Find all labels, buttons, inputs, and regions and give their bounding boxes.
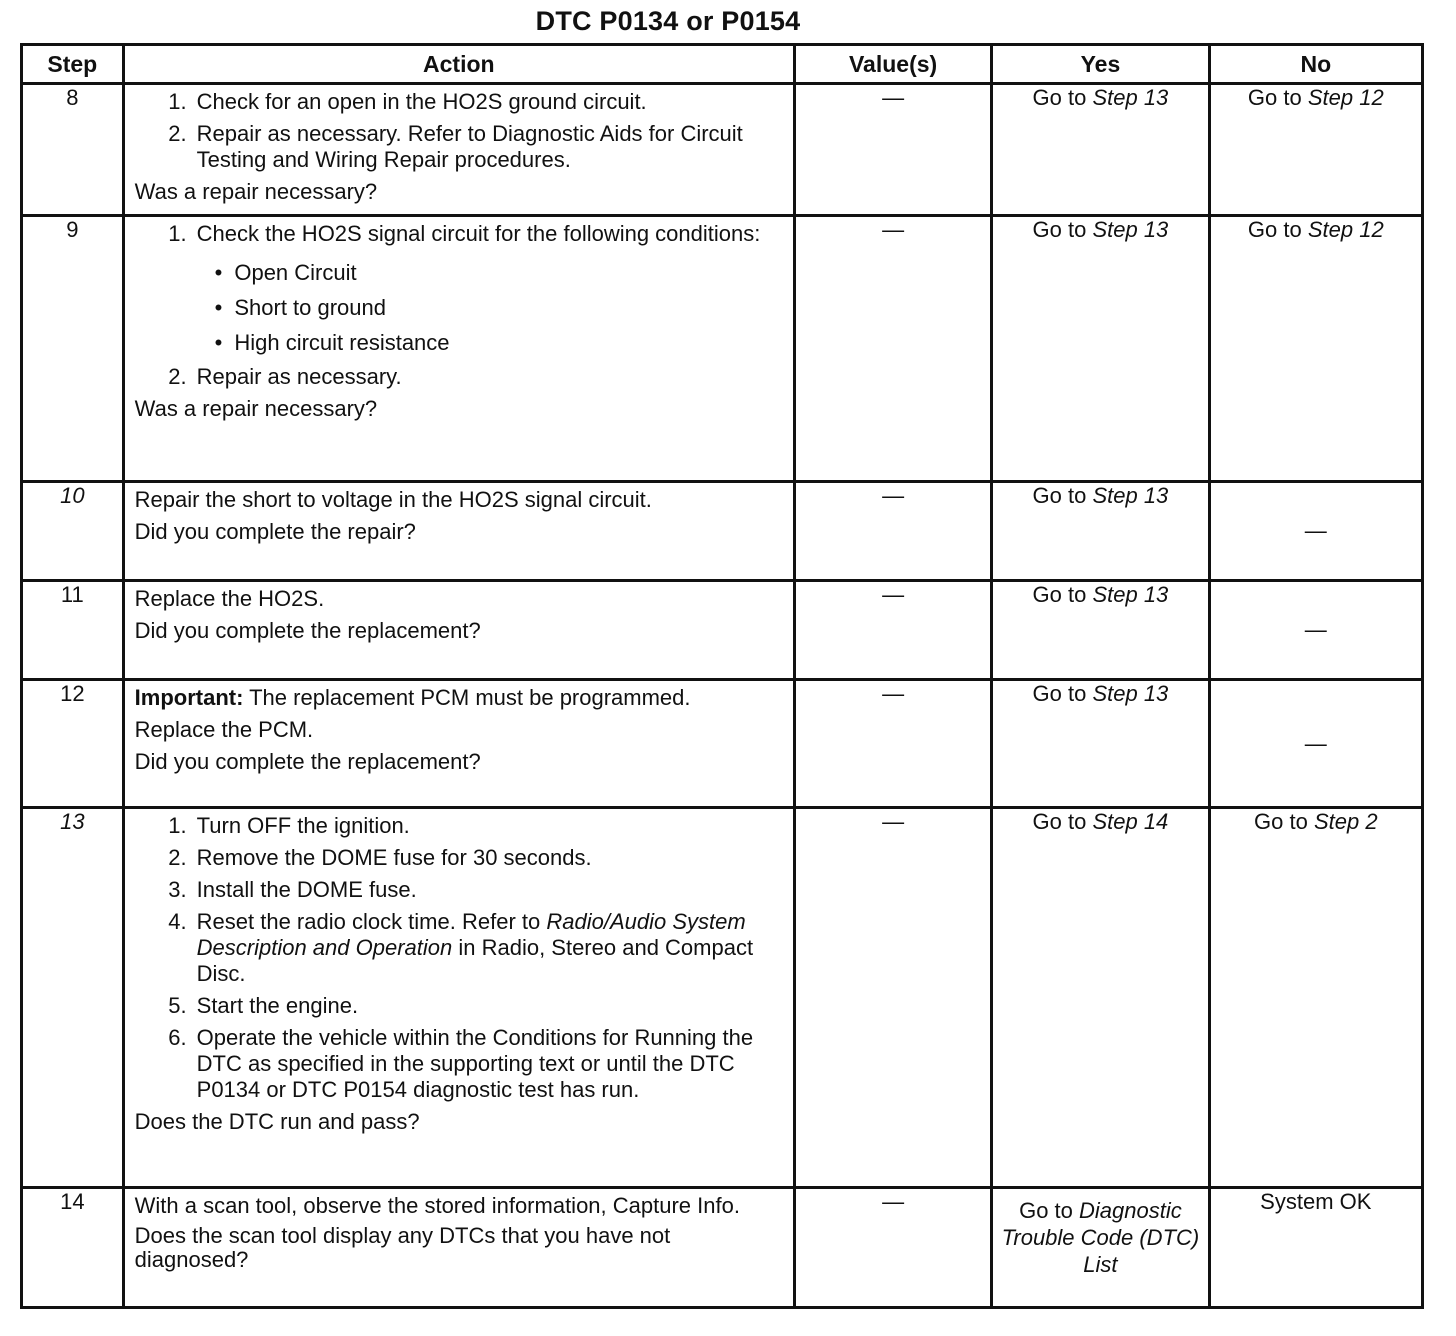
question: Does the scan tool display any DTCs that you have not diagnosed? [134,1223,671,1272]
no-cell: Go to Step 12 [1209,216,1422,482]
list-item: 4. Reset the radio clock time. Refer to Radio/Audio System Description and Operation in Radio, Stereo and Compact Disc. [168,909,754,986]
question: Was a repair necessary? [134,396,378,421]
action-text: Replace the HO2S. [134,586,325,611]
question: Was a repair necessary? [134,179,378,204]
action-cell [123,808,794,1188]
list-item: 1. Check for an open in the HO2S ground circuit. [168,89,647,114]
question: Did you complete the repair? [134,519,416,544]
action-text: Repair the short to voltage in the HO2S signal circuit. [134,487,652,512]
header-no: No [1209,45,1422,84]
yes-cell: Go to Step 13 [992,84,1209,216]
yes-cell: Go to Step 13 [992,482,1209,581]
bullet-list [215,255,785,360]
list-item: 2. Repair as necessary. Refer to Diagnostic Aids for Circuit Testing and Wiring Repair procedures. [168,121,743,172]
header-action: Action [123,45,794,84]
no-cell: Go to Step 2 [1209,808,1422,1188]
action-cell [123,1188,794,1308]
value-cell: — [794,216,991,482]
page-title: DTC P0134 or P0154 [535,6,801,36]
list-item: • High circuit resistance [215,325,785,360]
table-row [22,216,1423,482]
yes-cell: Go to Step 13 [992,216,1209,482]
action-cell [123,581,794,680]
question: Did you complete the replacement? [134,618,481,643]
value-cell: — [794,1188,991,1308]
value-cell: — [794,84,991,216]
list-item: 5. Start the engine. [168,993,359,1018]
question: Does the DTC run and pass? [134,1109,420,1134]
step-number: 14 [22,1188,124,1308]
table-row [22,680,1423,808]
doc-reference: Radio/Audio System Description and Operation [196,909,746,960]
no-cell: System OK [1209,1188,1422,1308]
yes-cell: Go to Step 14 [992,808,1209,1188]
action-cell [123,482,794,581]
no-cell: Go to Step 12 [1209,84,1422,216]
list-item: 2. Remove the DOME fuse for 30 seconds. [168,845,592,870]
table-row [22,808,1423,1188]
action-text: With a scan tool, observe the stored information, Capture Info. [134,1193,740,1218]
table-row [22,1188,1423,1308]
step-number: 9 [22,216,124,482]
list-item: • Short to ground [215,290,785,325]
list-item: • Open Circuit [215,255,785,290]
table-row [22,482,1423,581]
header-yes: Yes [992,45,1209,84]
value-cell: — [794,581,991,680]
action-cell [123,216,794,482]
list-item: 1. Turn OFF the ignition. [168,813,410,838]
action-cell [123,680,794,808]
header-values: Value(s) [794,45,991,84]
value-cell: — [794,808,991,1188]
header-step: Step [22,45,124,84]
value-cell: — [794,680,991,808]
header-row [22,45,1423,84]
list-item: 2. Repair as necessary. [168,364,402,389]
list-item: 3. Install the DOME fuse. [168,877,417,902]
yes-cell: Go to Diagnostic Trouble Code (DTC) List [992,1188,1209,1308]
value-cell: — [794,482,991,581]
table-row [22,84,1423,216]
no-cell: — [1209,482,1422,581]
no-cell: — [1209,680,1422,808]
list-item: 1. Check the HO2S signal circuit for the following conditions: [168,221,761,246]
list-item: 6. Operate the vehicle within the Conditions for Running the DTC as specified in the supporting text or until the DTC P0134 or DTC P0154 diagnostic test has run. [168,1025,754,1102]
step-number: 10 [22,482,124,581]
question: Did you complete the replacement? [134,749,481,774]
step-number: 13 [22,808,124,1188]
action-text: Replace the PCM. [134,717,314,742]
yes-cell: Go to Step 13 [992,581,1209,680]
step-number: 12 [22,680,124,808]
table-row [22,581,1423,680]
important-note: Important: The replacement PCM must be programmed. [134,685,691,710]
action-cell [123,84,794,216]
step-number: 8 [22,84,124,216]
no-cell: — [1209,581,1422,680]
diagnostic-table [20,43,1424,1309]
yes-cell: Go to Step 13 [992,680,1209,808]
step-number: 11 [22,581,124,680]
